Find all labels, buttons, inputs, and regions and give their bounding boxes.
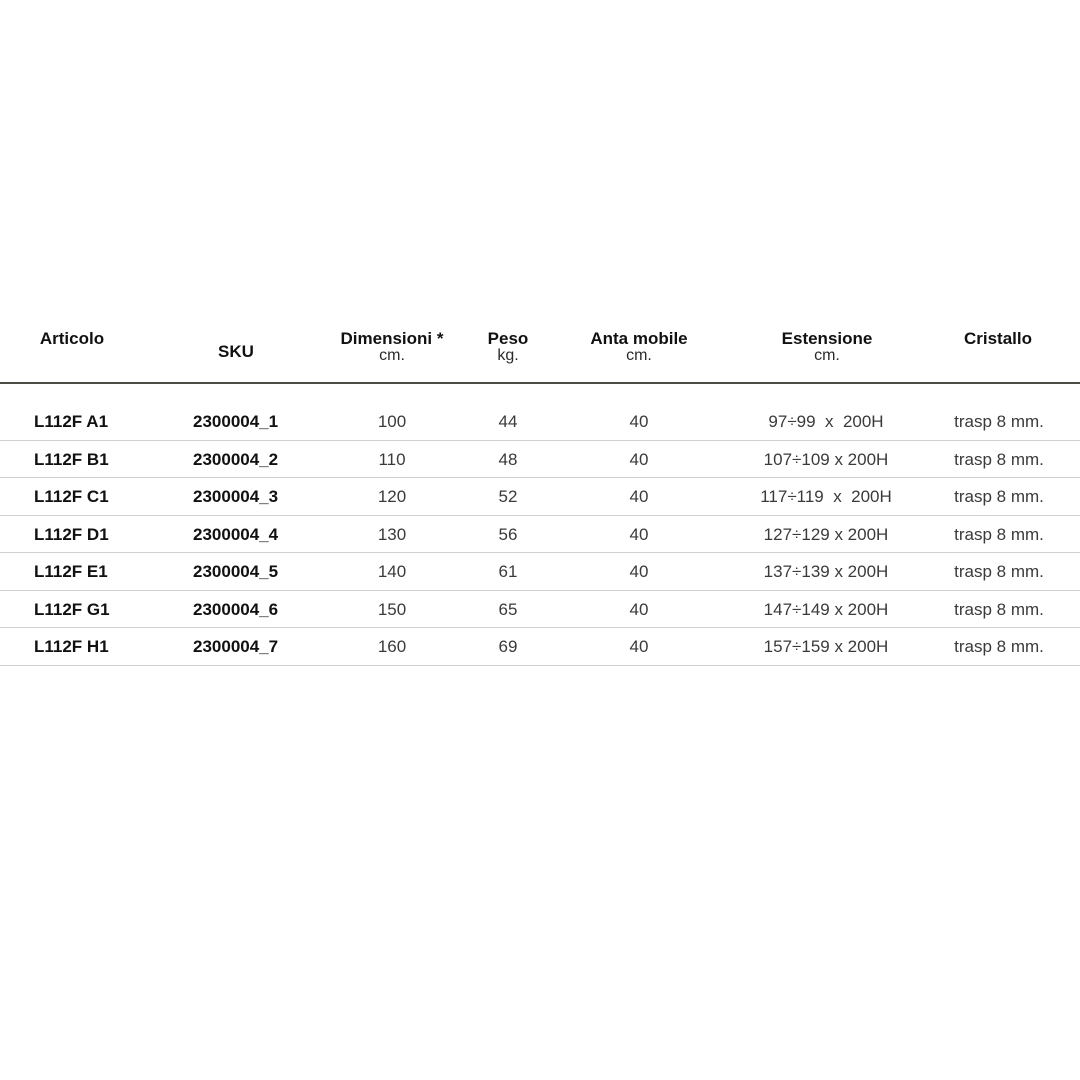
cell-peso: 65 [498,599,518,619]
cell-dimensioni: 150 [377,599,407,619]
cell-cristallo: trasp 8 mm. [954,524,1044,544]
cell-articolo: L112F E1 [34,562,108,581]
cell-peso: 44 [498,412,518,431]
cell-cristallo: trasp 8 mm. [954,637,1044,656]
header-divider [0,382,1080,384]
header-estensione [782,330,873,364]
spec-table [0,329,1080,656]
table-header [0,330,1080,382]
cell-estensione: 107÷109 x 200H [763,449,889,469]
cell-estensione: 117÷119 x 200H [760,487,892,506]
cell-sku: 2300004_6 [193,599,279,619]
header-dimensioni-unit: cm. [379,347,405,364]
cell-anta-mobile: 40 [629,449,649,469]
header-cristallo [964,330,1032,348]
cell-dimensioni: 130 [377,524,407,544]
cell-dimensioni: 160 [377,637,407,656]
cell-sku: 2300004_4 [193,524,279,544]
header-anta-mobile-label: Anta mobile [590,329,688,348]
cell-articolo: L112F C1 [34,487,109,506]
header-dimensioni [341,330,444,364]
header-estensione-unit: cm. [814,347,840,364]
cell-anta-mobile: 40 [629,599,649,619]
cell-estensione: 147÷149 x 200H [763,599,889,619]
header-peso-label: Peso [487,329,529,348]
cell-cristallo: trasp 8 mm. [954,487,1044,506]
cell-peso: 61 [498,562,518,581]
cell-sku: 2300004_1 [193,412,279,431]
cell-dimensioni: 110 [378,449,406,469]
cell-sku: 2300004_5 [193,562,279,581]
cell-dimensioni: 100 [377,412,407,431]
cell-cristallo: trasp 8 mm. [954,562,1044,581]
header-sku [218,343,254,361]
table-row [0,478,1080,516]
header-estensione-label: Estensione [781,329,873,348]
cell-anta-mobile: 40 [629,562,649,581]
cell-dimensioni: 140 [377,562,407,581]
table-row [0,591,1080,629]
cell-cristallo: trasp 8 mm. [954,412,1044,431]
cell-dimensioni: 120 [377,487,407,506]
cell-estensione: 157÷159 x 200H [763,637,889,656]
header-anta-mobile [590,330,687,364]
cell-estensione: 97÷99 x 200H [768,412,884,431]
cell-sku: 2300004_3 [193,487,279,506]
header-articolo-label: Articolo [39,329,105,348]
header-peso [488,330,529,364]
cell-anta-mobile: 40 [629,412,649,431]
header-cristallo-label: Cristallo [963,329,1033,348]
cell-articolo: L112F B1 [34,449,109,469]
cell-anta-mobile: 40 [629,637,649,656]
cell-anta-mobile: 40 [629,524,649,544]
cell-articolo: L112F H1 [34,637,109,656]
cell-articolo: L112F G1 [34,599,110,619]
cell-estensione: 137÷139 x 200H [763,562,889,581]
cell-cristallo: trasp 8 mm. [954,449,1044,469]
table-row [0,553,1080,591]
cell-cristallo: trasp 8 mm. [954,599,1044,619]
header-anta-mobile-unit: cm. [626,347,652,364]
cell-articolo: L112F A1 [34,412,109,431]
cell-peso: 56 [498,524,518,544]
table-row [0,403,1080,441]
table-row [0,441,1080,479]
cell-sku: 2300004_2 [193,449,279,469]
header-dimensioni-label: Dimensioni * [340,329,444,348]
header-articolo [40,330,104,348]
table-row [0,628,1080,666]
header-sku-label: SKU [218,342,254,361]
cell-anta-mobile: 40 [629,487,649,506]
table-body [0,403,1080,666]
cell-peso: 52 [498,487,518,506]
header-peso-unit: kg. [497,347,519,364]
table-row [0,516,1080,554]
cell-peso: 69 [498,637,518,656]
cell-peso: 48 [498,449,518,469]
cell-sku: 2300004_7 [193,637,279,656]
cell-estensione: 127÷129 x 200H [763,524,889,544]
cell-articolo: L112F D1 [34,524,109,544]
